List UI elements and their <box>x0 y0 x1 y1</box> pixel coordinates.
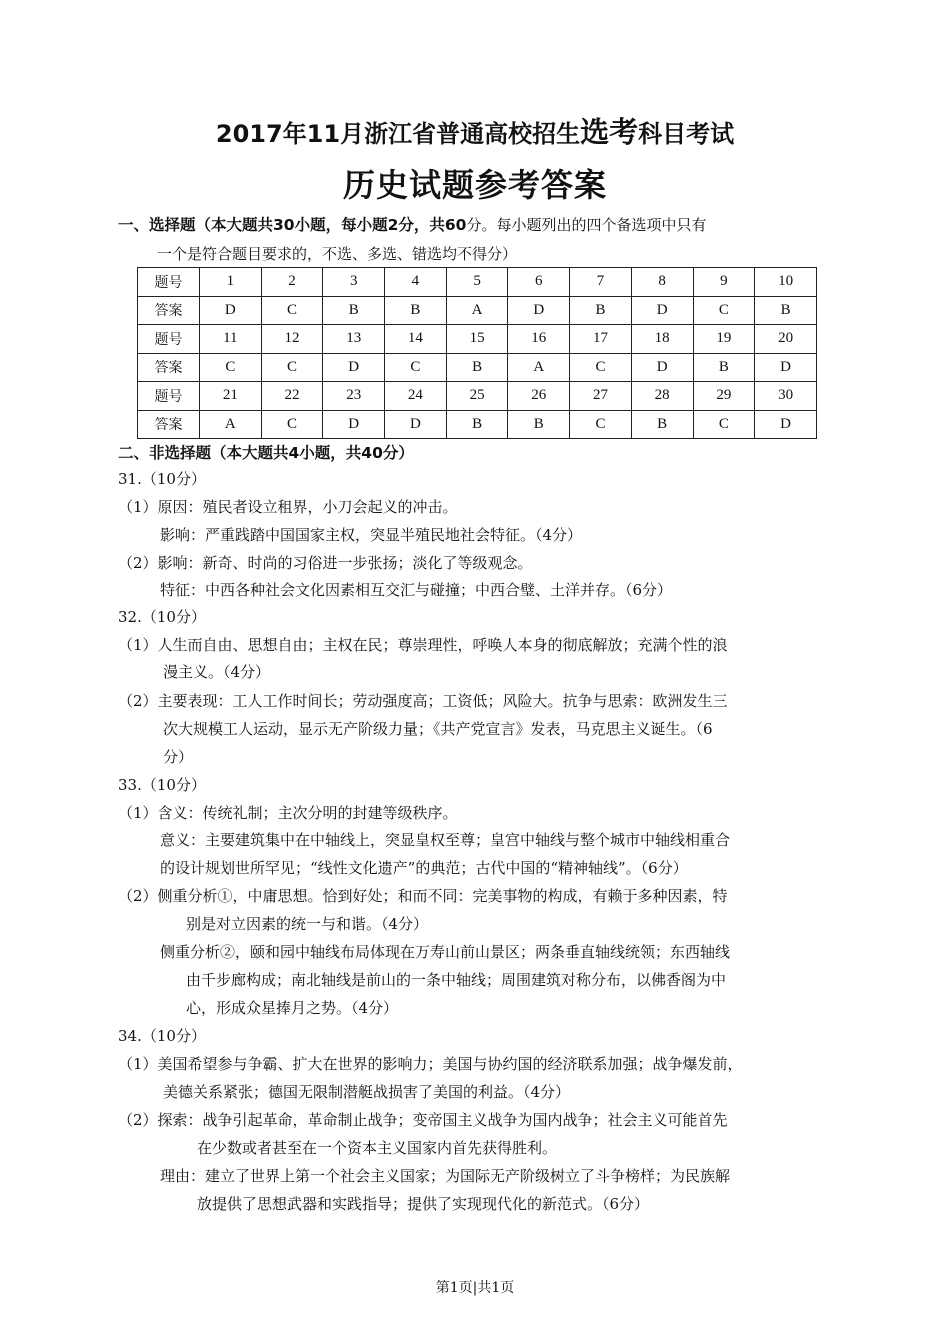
answer-table-cell: A <box>446 296 508 325</box>
answer-table-cell: 13 <box>323 325 385 354</box>
answer-table-cell: B <box>385 296 447 325</box>
q34-part1-line1: （1）美国希望参与争霸、扩大在世界的影响力；美国与协约国的经济联系加强；战争爆发前， <box>118 1055 743 1073</box>
q32-part1-line2: 漫主义。（4分） <box>163 663 271 681</box>
answer-table-cell: 16 <box>508 325 570 354</box>
answer-table-cell: 17 <box>570 325 632 354</box>
answer-table-cell: C <box>570 410 632 439</box>
answer-table-cell: D <box>755 410 817 439</box>
q34-part1-line2: 美德关系紧张；德国无限制潜艇战损害了美国的利益。（4分） <box>163 1083 571 1101</box>
answer-table-cell: D <box>323 410 385 439</box>
q33-part1-significance-line2: 的设计规划世所罕见；“线性文化遗产”的典范；古代中国的“精神轴线”。（6分） <box>160 859 688 877</box>
answer-table-cell: D <box>323 353 385 382</box>
answer-table-cell: 27 <box>570 382 632 411</box>
answer-table-row <box>138 353 817 382</box>
q33-part2-analysis2-line1: 侧重分析②，颐和园中轴线布局体现在万寿山前山景区；两条垂直轴线统领；东西轴线 <box>160 943 731 961</box>
section2-heading <box>118 440 414 466</box>
q34-part2-explore-line2: 在少数或者甚至在一个资本主义国家内首先获得胜利。 <box>197 1139 558 1157</box>
q34-part2-reason-line2: 放提供了思想武器和实践指导；提供了实现现代化的新范式。（6分） <box>197 1195 650 1213</box>
section2-heading-text: 二、非选择题（本大题共4小题，共40分） <box>118 444 414 462</box>
section1-heading-main: 一、选择题（本大题共30小题，每小题2分，共60 <box>118 216 467 234</box>
answer-table-cell: 26 <box>508 382 570 411</box>
q31-part1-impact: 影响：严重践踏中国国家主权，突显半殖民地社会特征。（4分） <box>160 526 583 544</box>
q31-heading: 31.（10分） <box>118 470 206 488</box>
answer-table-cell: D <box>631 353 693 382</box>
answer-table-cell: B <box>631 410 693 439</box>
q33-part1-meaning: （1）含义：传统礼制；主次分明的封建等级秩序。 <box>118 804 458 822</box>
answer-table <box>137 267 817 439</box>
answer-table-cell: D <box>508 296 570 325</box>
answer-table-cell: 5 <box>446 268 508 297</box>
answer-table-row <box>138 410 817 439</box>
answer-table-row <box>138 325 817 354</box>
answer-table-cell: 22 <box>261 382 323 411</box>
answer-table-cell: 11 <box>200 325 262 354</box>
answer-table-cell: A <box>200 410 262 439</box>
answer-table-row <box>138 382 817 411</box>
answer-table-cell: 28 <box>631 382 693 411</box>
q31-part2-feature: 特征：中西各种社会文化因素相互交汇与碰撞；中西合璧、土洋并存。（6分） <box>160 581 673 599</box>
section1-heading <box>118 212 706 238</box>
answer-table-cell: B <box>446 353 508 382</box>
answer-key-title: 历史试题参考答案 <box>342 166 607 204</box>
answer-table-row-label: 答案 <box>138 410 200 439</box>
answer-table-cell: B <box>570 296 632 325</box>
answer-table-cell: D <box>385 410 447 439</box>
answer-table-cell: C <box>385 353 447 382</box>
section1-heading-tail: 分。每小题列出的四个备选项中只有 <box>466 216 707 234</box>
answer-table-cell: C <box>200 353 262 382</box>
q34-part2-reason-line1: 理由：建立了世界上第一个社会主义国家；为国际无产阶级树立了斗争榜样；为民族解 <box>160 1167 731 1185</box>
answer-table-cell: D <box>631 296 693 325</box>
answer-table-cell: B <box>323 296 385 325</box>
answer-table-row <box>138 296 817 325</box>
answer-table-cell: C <box>693 410 755 439</box>
answer-table-cell: 14 <box>385 325 447 354</box>
answer-table-row-label: 题号 <box>138 268 200 297</box>
answer-table-cell: A <box>508 353 570 382</box>
answer-table-cell: 23 <box>323 382 385 411</box>
q31-part1-cause: （1）原因：殖民者设立租界，小刀会起义的冲击。 <box>118 498 458 516</box>
answer-table-cell: 18 <box>631 325 693 354</box>
section1-heading-continued: 一个是符合题目要求的，不选、多选、错选均不得分） <box>157 245 518 263</box>
answer-table-cell: 20 <box>755 325 817 354</box>
q32-heading: 32.（10分） <box>118 608 206 626</box>
q33-part2-analysis1-line1: （2）侧重分析①，中庸思想。恰到好处；和而不同：完美事物的构成，有赖于多种因素，特 <box>118 887 728 905</box>
q33-part2-analysis2-line2: 由千步廊构成；南北轴线是前山的一条中轴线；周围建筑对称分布，以佛香阁为中 <box>186 971 727 989</box>
answer-table-row-label: 答案 <box>138 353 200 382</box>
answer-table-cell: 29 <box>693 382 755 411</box>
exam-title-emphasis: 选考 <box>580 115 639 149</box>
q32-part2-line3: 分） <box>163 748 194 766</box>
answer-table-cell: 7 <box>570 268 632 297</box>
answer-table-cell: C <box>693 296 755 325</box>
q32-part1-line1: （1）人生而自由、思想自由；主权在民；尊崇理性，呼唤人本身的彻底解放；充满个性的浪 <box>118 636 728 654</box>
answer-table-cell: 24 <box>385 382 447 411</box>
answer-table-cell: 2 <box>261 268 323 297</box>
answer-table-cell: 15 <box>446 325 508 354</box>
q33-part2-analysis1-line2: 别是对立因素的统一与和谐。（4分） <box>186 915 429 933</box>
q33-part2-analysis2-line3: 心，形成众星捧月之势。（4分） <box>186 999 399 1017</box>
answer-table-cell: C <box>261 410 323 439</box>
answer-table-cell: 12 <box>261 325 323 354</box>
answer-table-cell: B <box>508 410 570 439</box>
answer-table-cell: B <box>446 410 508 439</box>
q32-part2-line2: 次大规模工人运动，显示无产阶级力量；《共产党宣言》发表，马克思主义诞生。（6 <box>163 720 713 738</box>
answer-table-cell: C <box>570 353 632 382</box>
answer-table-cell: 30 <box>755 382 817 411</box>
exam-title-prefix: 2017年11月浙江省普通高校招生 <box>215 120 581 148</box>
answer-table-cell: 9 <box>693 268 755 297</box>
answer-table-cell: C <box>261 353 323 382</box>
answer-table-cell: 10 <box>755 268 817 297</box>
q31-part2-impact: （2）影响：新奇、时尚的习俗进一步张扬；淡化了等级观念。 <box>118 554 533 572</box>
q34-heading: 34.（10分） <box>118 1027 206 1045</box>
answer-table-cell: B <box>755 296 817 325</box>
answer-table-cell: 21 <box>200 382 262 411</box>
answer-table-row-label: 题号 <box>138 382 200 411</box>
answer-table-row-label: 答案 <box>138 296 200 325</box>
answer-table-row <box>138 268 817 297</box>
q33-heading: 33.（10分） <box>118 776 206 794</box>
exam-title-suffix: 科目考试 <box>638 120 735 148</box>
q33-part1-significance-line1: 意义：主要建筑集中在中轴线上，突显皇权至尊；皇宫中轴线与整个城市中轴线相重合 <box>160 831 731 849</box>
answer-table-cell: 8 <box>631 268 693 297</box>
page-footer: 第1页|共1页 <box>435 1280 515 1296</box>
answer-table-cell: B <box>693 353 755 382</box>
answer-table-cell: C <box>261 296 323 325</box>
answer-table-cell: 6 <box>508 268 570 297</box>
answer-table-row-label: 题号 <box>138 325 200 354</box>
answer-table-cell: 3 <box>323 268 385 297</box>
q34-part2-explore-line1: （2）探索：战争引起革命，革命制止战争；变帝国主义战争为国内战争；社会主义可能首先 <box>118 1111 728 1129</box>
answer-table-cell: 19 <box>693 325 755 354</box>
answer-table-cell: 1 <box>200 268 262 297</box>
exam-title <box>0 110 950 151</box>
answer-table-cell: 4 <box>385 268 447 297</box>
answer-table-cell: D <box>755 353 817 382</box>
answer-table-cell: D <box>200 296 262 325</box>
answer-table-cell: 25 <box>446 382 508 411</box>
q32-part2-line1: （2）主要表现：工人工作时间长；劳动强度高；工资低；风险大。抗争与思索：欧洲发生三 <box>118 692 728 710</box>
